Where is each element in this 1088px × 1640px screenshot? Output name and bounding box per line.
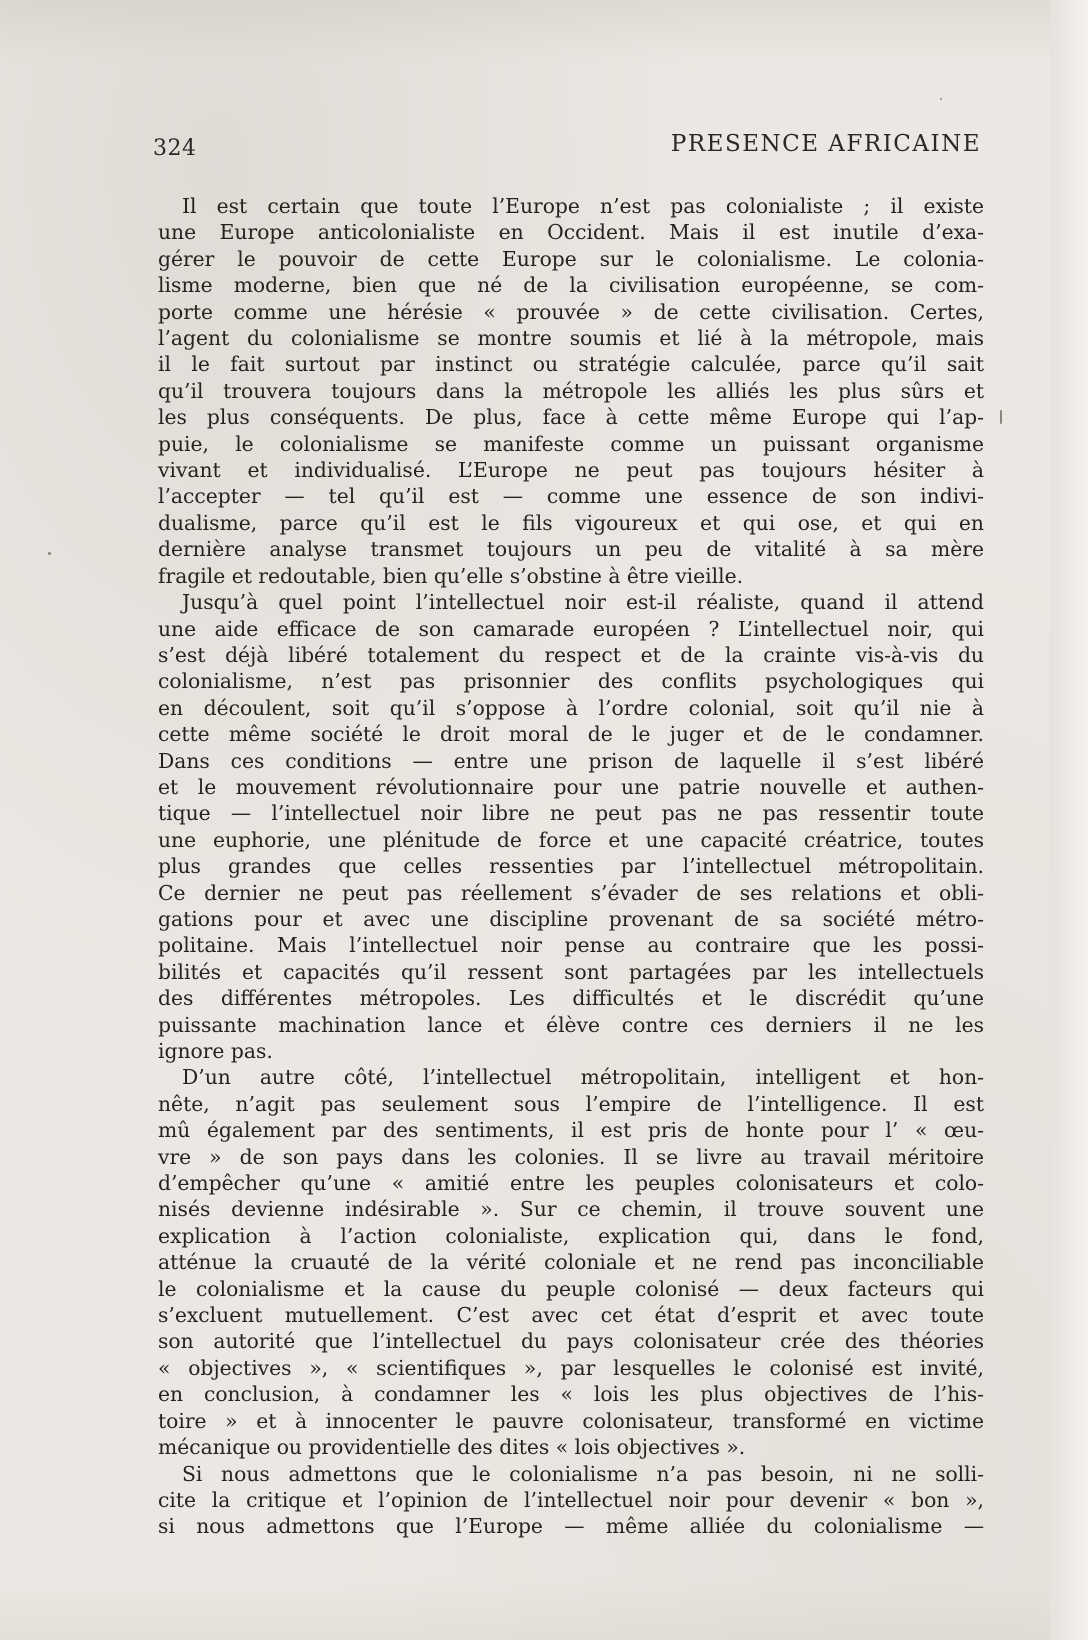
text-line: vre » de son pays dans les colonies. Il se livre au travail méritoire xyxy=(158,1144,984,1169)
text-line: en conclusion, à condamner les « lois les plus objectives de l’his- xyxy=(158,1382,984,1407)
paragraph xyxy=(158,193,984,589)
text-line: ignore pas. xyxy=(158,1039,273,1063)
paragraph xyxy=(158,1461,984,1540)
text-line: cite la critique et l’opinion de l’intellectuel noir pour devenir « bon », xyxy=(158,1487,984,1512)
text-line: vivant et individualisé. L’Europe ne peut pas toujours hésiter à xyxy=(158,458,984,483)
text-line: s’est déjà libéré totalement du respect et de la crainte vis-à-vis du xyxy=(158,642,984,667)
text-line: qu’il trouvera toujours dans la métropole les alliés les plus sûrs et xyxy=(158,378,984,403)
text-line: son autorité que l’intellectuel du pays colonisateur crée des théories xyxy=(158,1329,984,1354)
text-line: il le fait surtout par instinct ou stratégie calculée, parce qu’il sait xyxy=(158,352,984,377)
text-line: l’accepter — tel qu’il est — comme une essence de son indivi- xyxy=(158,484,984,509)
text-line: si nous admettons que l’Europe — même alliée du colonialisme — xyxy=(158,1514,984,1539)
running-title: PRESENCE AFRICAINE xyxy=(670,131,981,157)
text-line: fragile et redoutable, bien qu’elle s’obstine à être vieille. xyxy=(158,563,744,588)
text-line: gérer le pouvoir de cette Europe sur le colonialisme. Le colonia- xyxy=(158,246,984,271)
text-line: plus grandes que celles ressenties par l’intellectuel métropolitain. xyxy=(158,854,984,879)
page-edge xyxy=(1050,0,1088,1640)
text-line: une Europe anticolonialiste en Occident. Mais il est inutile d’exa- xyxy=(158,220,984,245)
text-line: en découlent, soit qu’il s’oppose à l’ordre colonial, soit qu’il nie à xyxy=(158,695,984,720)
article-body xyxy=(158,193,984,1540)
paragraph xyxy=(158,1064,984,1460)
text-line: puissante machination lance et élève contre ces derniers il ne les xyxy=(158,1012,984,1037)
text-line: tique — l’intellectuel noir libre ne peut pas ne pas ressentir toute xyxy=(158,801,984,826)
text-line: toire » et à innocenter le pauvre colonisateur, transformé en victime xyxy=(158,1408,984,1433)
paragraph xyxy=(158,589,984,1064)
text-line: atténue la cruauté de la vérité coloniale et ne rend pas inconciliable xyxy=(158,1250,984,1275)
text-line: explication à l’action colonialiste, explication qui, dans le fond, xyxy=(158,1223,984,1248)
text-line: une euphorie, une plénitude de force et une capacité créatrice, toutes xyxy=(158,827,984,852)
ink-speck xyxy=(940,98,942,100)
text-line: l’agent du colonialisme se montre soumis et lié à la métropole, mais xyxy=(158,326,984,351)
text-line: une aide efficace de son camarade européen ? L’intellectuel noir, qui xyxy=(158,616,984,641)
text-line: colonialisme, n’est pas prisonnier des conflits psychologiques qui xyxy=(158,669,984,694)
text-line: Il est certain que toute l’Europe n’est pas colonialiste ; il existe xyxy=(182,194,984,218)
text-line: s’excluent mutuellement. C’est avec cet état d’esprit et avec toute xyxy=(158,1303,984,1328)
text-line: et le mouvement révolutionnaire pour une patrie nouvelle et authen- xyxy=(158,774,984,799)
text-line: puie, le colonialisme se manifeste comme un puissant organisme xyxy=(158,431,984,456)
text-line: nête, n’agit pas seulement sous l’empire de l’intelligence. Il est xyxy=(158,1091,984,1116)
text-line: lisme moderne, bien que né de la civilisation européenne, se com- xyxy=(158,273,984,298)
text-line: « objectives », « scientifiques », par lesquelles le colonisé est invité, xyxy=(158,1355,984,1380)
text-line: D’un autre côté, l’intellectuel métropolitain, intelligent et hon- xyxy=(182,1065,984,1090)
text-line: porte comme une hérésie « prouvée » de cette civilisation. Certes, xyxy=(158,299,984,324)
text-line: bilités et capacités qu’il ressent sont partagées par les intellectuels xyxy=(158,959,984,984)
text-line: Dans ces conditions — entre une prison de laquelle il s’est libéré xyxy=(158,748,984,773)
text-line: d’empêcher qu’une « amitié entre les peuples colonisateurs et colo- xyxy=(158,1171,984,1196)
page-number: 324 xyxy=(153,136,197,161)
text-line: le colonialisme et la cause du peuple colonisé — deux facteurs qui xyxy=(158,1276,984,1301)
ink-speck xyxy=(1000,410,1002,424)
text-line: les plus conséquents. De plus, face à cette même Europe qui l’ap- xyxy=(158,405,984,430)
text-line: mécanique ou providentielle des dites « lois objectives ». xyxy=(158,1435,746,1460)
text-line: politaine. Mais l’intellectuel noir pense au contraire que les possi- xyxy=(158,933,984,958)
page-header xyxy=(153,128,981,168)
text-line: mû également par des sentiments, il est pris de honte pour l’ « œu- xyxy=(158,1118,984,1143)
text-line: dernière analyse transmet toujours un peu de vitalité à sa mère xyxy=(158,537,984,562)
text-line: Ce dernier ne peut pas réellement s’évader de ses relations et obli- xyxy=(158,880,984,905)
text-line: dualisme, parce qu’il est le fils vigoureux et qui ose, et qui en xyxy=(158,510,984,535)
text-line: Si nous admettons que le colonialisme n’a pas besoin, ni ne solli- xyxy=(182,1461,984,1486)
text-line: Jusqu’à quel point l’intellectuel noir est-il réaliste, quand il attend xyxy=(182,590,984,615)
text-line: des différentes métropoles. Les difficultés et le discrédit qu’une xyxy=(158,986,984,1011)
ink-speck xyxy=(48,552,51,555)
text-line: gations pour et avec une discipline provenant de sa société métro- xyxy=(158,906,984,931)
text-line: cette même société le droit moral de le juger et de le condamner. xyxy=(158,722,984,747)
text-line: nisés devienne indésirable ». Sur ce chemin, il trouve souvent une xyxy=(158,1197,984,1222)
